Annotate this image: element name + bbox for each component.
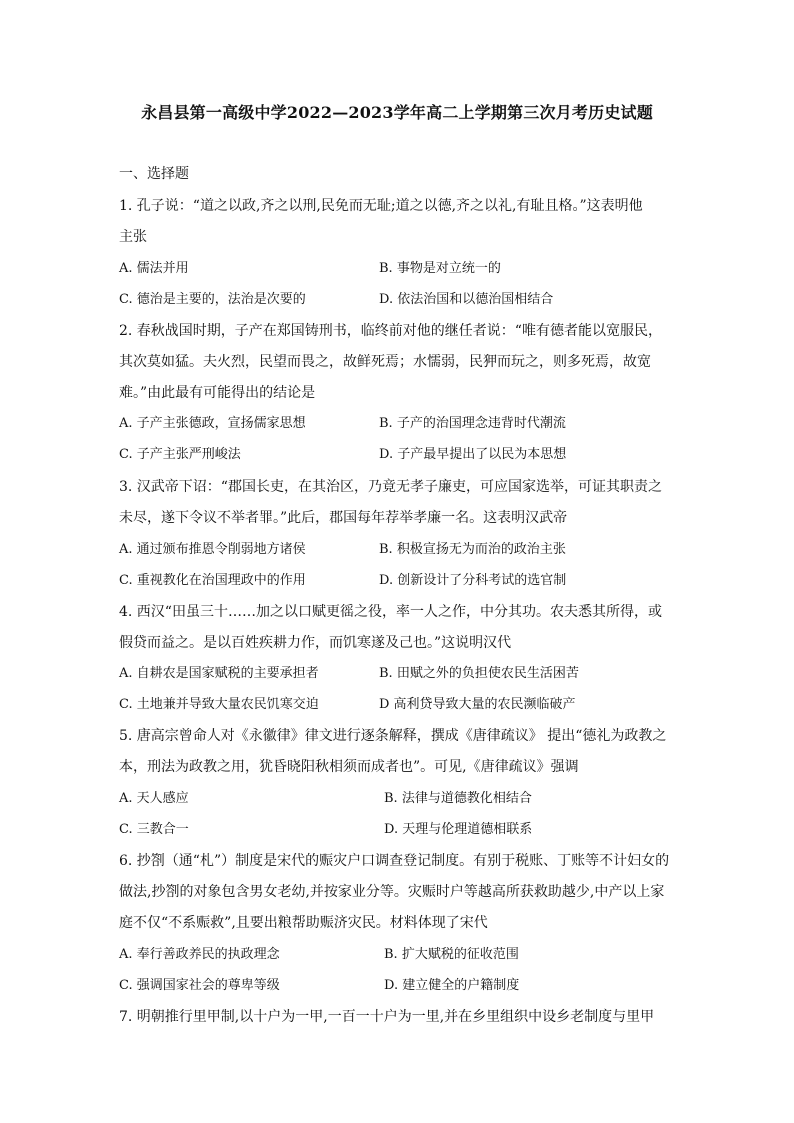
question-5-option-c: C. 三教合一 [119, 822, 189, 837]
question-4-line-2: 假贷而益之。是以百姓疾耕力作，而饥寒遂及己也。”这说明汉代 [119, 635, 512, 651]
question-6-option-a: A. 奉行善政养民的执政理念 [119, 947, 280, 962]
question-6-line-1: 6. 抄劄（通“札”）制度是宋代的赈灾户口调查登记制度。有别于税账、丁账等不计妇女的 [119, 853, 670, 869]
question-2-option-d: D. 子产最早提出了以民为本思想 [379, 447, 567, 462]
question-3-line-1: 3. 汉武帝下诏：“郡国长吏，在其治区，乃竟无孝子廉吏，可应国家选举，可证其职责之 [119, 479, 662, 495]
question-4-option-c: C. 土地兼并导致大量农民饥寒交迫 [119, 697, 319, 712]
question-4-option-d: D 高利贷导致大量的农民濒临破产 [379, 697, 576, 712]
question-1-line-2: 主张 [119, 229, 147, 245]
question-1-option-d: D. 依法治国和以德治国相结合 [379, 292, 554, 307]
question-2-line-2: 其次莫如猛。夫火烈，民望而畏之，故鲜死焉；水懦弱，民狎而玩之，则多死焉，故宽 [119, 354, 651, 370]
question-6-option-b: B. 扩大赋税的征收范围 [384, 947, 519, 962]
question-3-option-d: D. 创新设计了分科考试的选官制 [379, 573, 567, 588]
question-3-option-a: A. 通过颁布推恩令削弱地方诸侯 [119, 542, 306, 557]
section-heading: 一、选择题 [119, 166, 189, 182]
question-5-line-1: 5. 唐高宗曾命人对《永徽律》律文进行逐条解释，撰成《唐律疏议》 提出“德礼为政教之 [119, 728, 667, 744]
question-6-line-3: 庭不仅“不系赈救”,且要出粮帮助赈济灾民。材料体现了宋代 [119, 915, 488, 931]
question-6-option-c: C. 强调国家社会的尊卑等级 [119, 978, 280, 993]
question-2-line-3: 难。”由此最有可能得出的结论是 [119, 385, 316, 401]
question-4-option-b: B. 田赋之外的负担使农民生活困苦 [379, 666, 579, 681]
question-3-line-2: 未尽，遂下令议不举者罪。”此后，郡国每年荐举孝廉一名。这表明汉武帝 [119, 510, 568, 526]
question-1-option-a: A. 儒法并用 [119, 261, 189, 276]
question-2-option-a: A. 子产主张德政，宣扬儒家思想 [119, 416, 306, 431]
question-4-option-a: A. 自耕农是国家赋税的主要承担者 [119, 666, 319, 681]
question-6-option-d: D. 建立健全的户籍制度 [384, 978, 520, 993]
question-1-option-c: C. 德治是主要的，法治是次要的 [119, 292, 306, 307]
question-2-option-c: C. 子产主张严刑峻法 [119, 447, 241, 462]
question-5-option-b: B. 法律与道德教化相结合 [384, 791, 532, 806]
question-7-line-1: 7. 明朝推行里甲制,以十户为一甲,一百一十户为一里,并在乡里组织中设乡老制度与里甲 [119, 1009, 655, 1025]
question-5-option-a: A. 天人感应 [119, 791, 189, 806]
question-6-line-2: 做法,抄劄的对象包含男女老幼,并按家业分等。灾赈时户等越高所获救助越少,中产以上家 [119, 884, 665, 900]
question-3-option-c: C. 重视教化在治国理政中的作用 [119, 573, 306, 588]
question-5-option-d: D. 天理与伦理道德相联系 [384, 822, 533, 837]
question-3-option-b: B. 积极宣扬无为而治的政治主张 [379, 542, 566, 557]
question-2-option-b: B. 子产的治国理念违背时代潮流 [379, 416, 566, 431]
question-1-line-1: 1. 孔子说：“道之以政,齐之以刑,民免而无耻;道之以德,齐之以礼,有耻且格。”这表明他 [119, 198, 643, 214]
question-1-option-b: B. 事物是对立统一的 [379, 261, 501, 276]
page-title: 永昌县第一高级中学2022—2023学年高二上学期第三次月考历史试题 [141, 103, 653, 122]
question-2-line-1: 2. 春秋战国时期，子产在郑国铸刑书，临终前对他的继任者说：“唯有德者能以宽服民， [119, 323, 662, 339]
question-4-line-1: 4. 西汉“田虽三十……加之以口赋更徭之役，率一人之作，中分其功。农夫悉其所得，或 [119, 604, 662, 620]
question-5-line-2: 本，刑法为政教之用，犹昏晓阳秋相须而成者也”。可见,《唐律疏议》强调 [119, 759, 579, 775]
